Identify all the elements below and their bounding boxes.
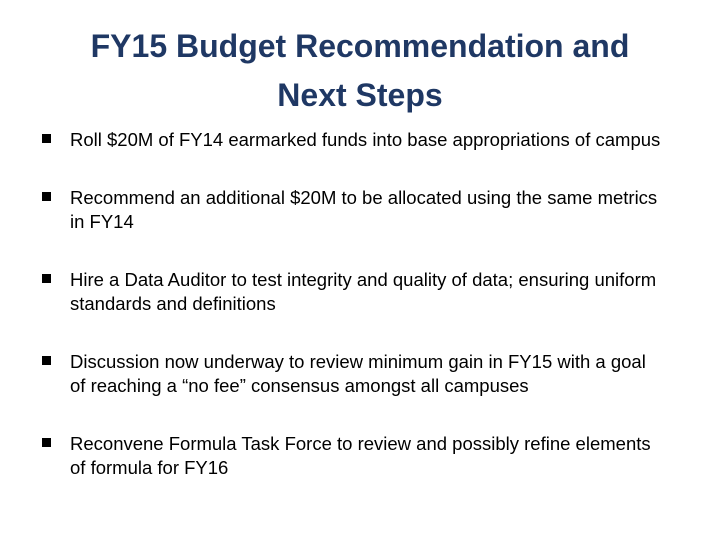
bullet-item-additional-funds: [42, 186, 662, 234]
square-bullet-icon: [42, 192, 51, 201]
square-bullet-icon: [42, 356, 51, 365]
bullet-text: Hire a Data Auditor to test integrity and quality of data; ensuring uniform standards and definitions: [70, 269, 657, 314]
square-bullet-icon: [42, 134, 51, 143]
bullet-item-minimum-gain: [42, 350, 662, 398]
bullet-list: [42, 128, 662, 514]
slide-title-line-1: FY15 Budget Recommendation and: [90, 28, 630, 64]
square-bullet-icon: [42, 274, 51, 283]
bullet-text: Roll $20M of FY14 earmarked funds into base appropriations of campus: [70, 129, 661, 150]
slide-title: [40, 22, 680, 120]
square-bullet-icon: [42, 438, 51, 447]
bullet-item-roll-funds: [42, 128, 662, 152]
bullet-item-task-force: [42, 432, 662, 480]
slide-title-line-2: Next Steps: [277, 77, 443, 113]
bullet-text: Discussion now underway to review minimum gain in FY15 with a goal of reaching a “no fee” consensus amongst all campuses: [70, 351, 646, 396]
bullet-text: Recommend an additional $20M to be allocated using the same metrics in FY14: [70, 187, 658, 232]
bullet-item-data-auditor: [42, 268, 662, 316]
bullet-text: Reconvene Formula Task Force to review and possibly refine elements of formula for FY16: [70, 433, 651, 478]
